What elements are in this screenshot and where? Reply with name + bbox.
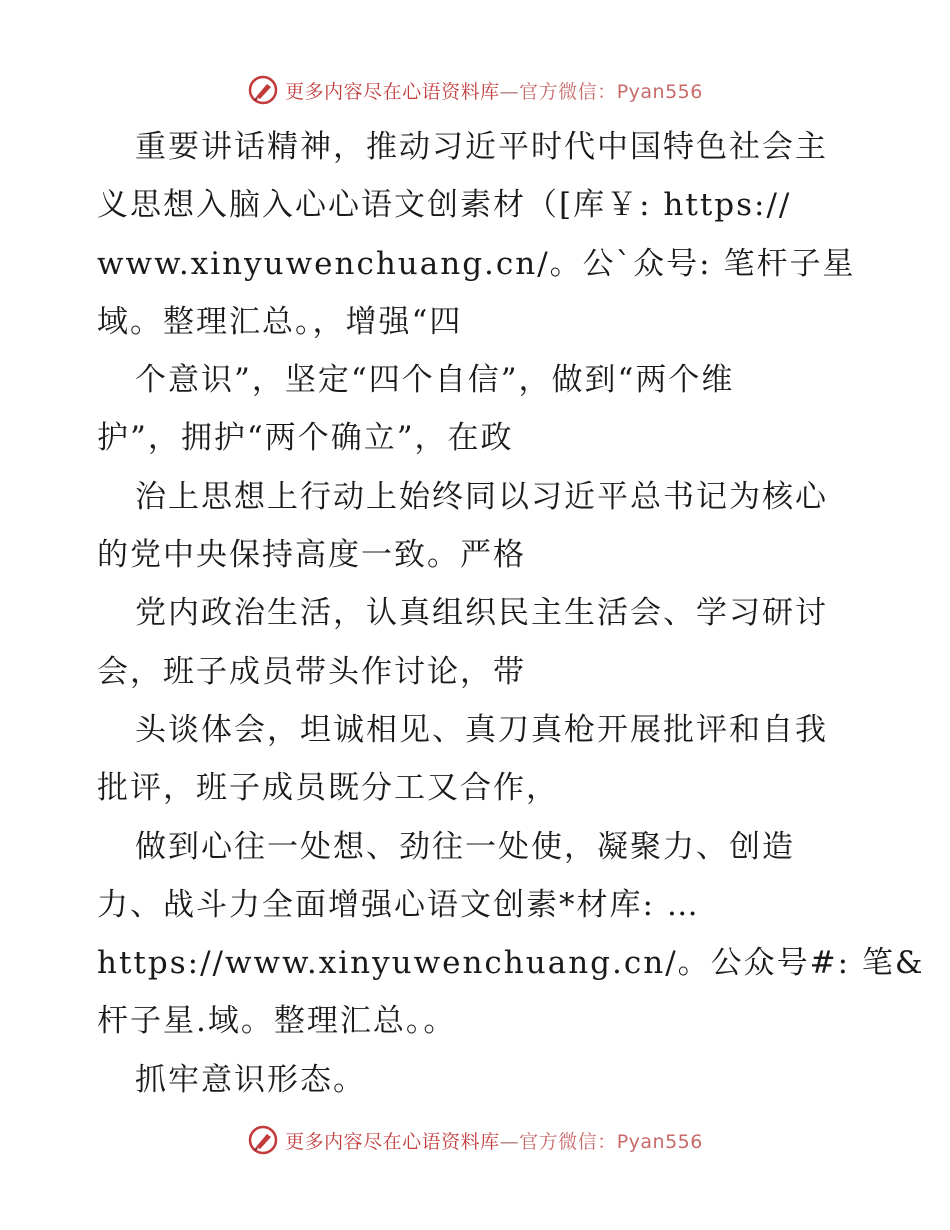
banner-text	[285, 77, 703, 104]
text-line: 头谈体会，坦诚相见、真刀真枪开展批评和自我	[135, 711, 828, 748]
text-line: www.xinyuwenchuang.cn/。公`众号: 笔杆子星	[97, 245, 856, 282]
text-line: 个意识”，坚定“四个自信”，做到“两个维	[135, 362, 735, 399]
text-line: 党内政治生活，认真组织民主生活会、学习研讨	[135, 595, 828, 632]
pen-nib-logo-icon	[247, 74, 279, 106]
text-line: 杆子星.域。整理汇总。。	[97, 1003, 457, 1040]
banner-separator: —	[499, 80, 520, 103]
text-line: 治上思想上行动上始终同以习近平总书记为核心	[135, 478, 828, 515]
banner-official-label: 官方微信：	[519, 80, 617, 103]
text-line: 批评，班子成员既分工又合作，	[97, 770, 559, 807]
banner-account: Pyan556	[616, 80, 703, 103]
banner-main-text: 更多内容尽在心语资料库	[285, 80, 500, 103]
banner-main-text: 更多内容尽在心语资料库	[285, 1130, 500, 1153]
text-line: 护”，拥护“两个确立”，在政	[97, 420, 514, 457]
pen-nib-logo-icon	[247, 1124, 279, 1156]
header-banner	[0, 70, 950, 110]
banner-account: Pyan556	[616, 1130, 703, 1153]
text-line: 重要讲话精神，推动习近平时代中国特色社会主	[135, 129, 828, 165]
banner-separator: —	[499, 1130, 520, 1153]
text-line: 做到心往一处想、劲往一处使，凝聚力、创造	[135, 828, 795, 865]
text-line: 义思想入脑入心心语文创素材（[库￥: https://	[97, 187, 792, 224]
text-line: 会，班子成员带头作讨论，带	[97, 653, 526, 690]
text-line: 域。整理汇总。，增强“四	[97, 303, 463, 340]
document-body	[97, 118, 925, 1109]
text-line: https://www.xinyuwenchuang.cn/。公众号#: 笔&	[97, 945, 925, 982]
text-line: 的党中央保持高度一致。严格	[97, 537, 526, 574]
text-line: 抓牢意识形态。	[135, 1061, 366, 1098]
text-line: 力、战斗力全面增强心语文创素*材库: …	[97, 886, 700, 923]
banner-text	[285, 1127, 703, 1154]
banner-official-label: 官方微信：	[519, 1130, 617, 1153]
footer-banner	[0, 1120, 950, 1160]
